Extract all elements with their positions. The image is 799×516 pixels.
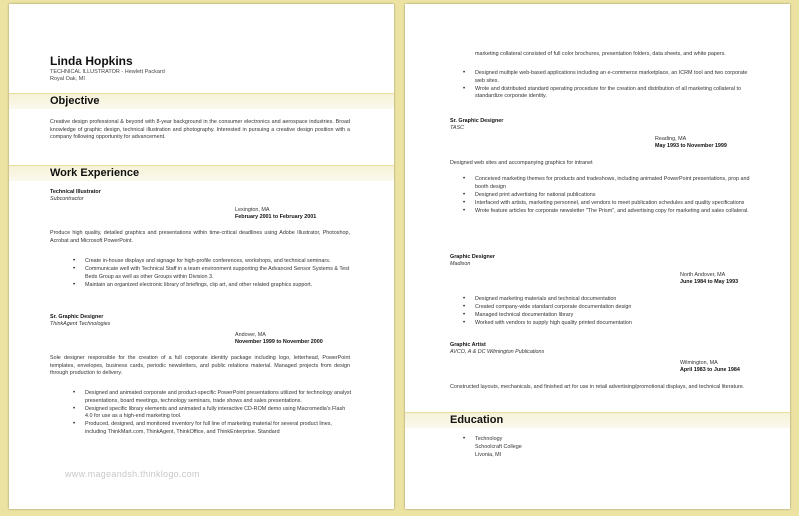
job3-summary: Designed web sites and accompanying graphics for intranet	[450, 160, 593, 166]
list-item: • Created company-wide standard corporate documentation design	[463, 304, 750, 312]
list-item: • Wrote feature articles for corporate newsletter "The Prism", and advertising copy for marketing and sales collateral.	[463, 208, 750, 216]
continued-text: marketing collateral consisted of full color brochures, presentation folders, data sheets, and white papers.	[475, 51, 726, 57]
list-item: • Worked with vendors to supply high quality printed documentation	[463, 320, 750, 328]
list-item: • Conceived marketing themes for products and tradeshows, including animated PowerPoint presentations, prop and booth design	[463, 176, 750, 191]
education-heading-bar	[405, 412, 790, 428]
job4-title: Graphic Designer	[450, 254, 495, 260]
list-item: • Designed multiple web-based applications including an e-commerce marketplace, an ICRM tool and two corporate web sites.	[463, 70, 750, 85]
list-item: • Designed and animated corporate and product-specific PowerPoint presentations utilized for technology analyst presentations, board meetings, technology seminars, trade shows and sales presentations.	[73, 390, 353, 405]
job1-company: Subcontractor	[50, 196, 84, 202]
job4-bullet-list	[463, 296, 750, 328]
list-item: • Designed marketing materials and technical documentation	[463, 296, 750, 304]
job3-bullet-list	[463, 176, 750, 216]
objective-heading-bar	[9, 93, 394, 109]
job1-dates: February 2001 to February 2001	[235, 214, 317, 220]
list-item: • Designed specific library elements and animated a fully interactive CD-ROM demo using Macromedia's Flash 4.0 for use as a high-end marketing tool.	[73, 406, 353, 421]
resume-page-1	[9, 4, 394, 509]
education-field: • Technology	[463, 436, 663, 444]
education-location: Livonia, MI	[475, 452, 502, 458]
job4-dates: June 1984 to May 1993	[680, 279, 739, 285]
list-item: • Create in-house displays and signage for high-profile conferences, workshops, and technical seminars.	[73, 258, 353, 266]
job2-location: Andover, MA	[235, 332, 266, 338]
job2-title: Sr. Graphic Designer	[50, 314, 104, 320]
candidate-title: TECHNICAL ILLUSTRATOR - Hewlett Packard	[50, 69, 165, 75]
job4-company: Madison	[450, 261, 471, 267]
job2-summary: Sole designer responsible for the creation of a full corporate identity package including logo, letterhead, PowerPoint templates, envelopes, business cards, periodic newsletters, and public relations material. Managed projects from design through production to delivery.	[50, 355, 350, 377]
job1-bullet-list	[73, 258, 353, 290]
continued-bullet-list	[463, 70, 750, 101]
list-item: • Produced, designed, and monitored inventory for full line of marketing material for several product lines, including ThinkMart.com, ThinkAgent, ThinkOffice, and ThinkEnterprise. Standard	[73, 421, 353, 436]
job1-summary: Produce high quality, detailed graphics and presentations within time-critical deadlines using Adobe Illustrator, Photoshop, Acrobat and Microsoft PowerPoint.	[50, 230, 350, 244]
list-item: • Wrote and distributed standard operating procedure for the creation and distribution of all marketing collateral to standardize corporate identity.	[463, 86, 750, 101]
list-item: • Communicate well with Technical Staff in a team environment supporting the Advanced Sensor Systems & Test Beds Group as well as other Groups within Division 3.	[73, 266, 353, 281]
job1-title: Technical Illustrator	[50, 189, 101, 195]
job3-location: Reading, MA	[655, 136, 687, 142]
education-school: Schoolcraft College	[475, 444, 522, 450]
objective-text: Creative design professional & beyond with 8-year background in the consumer electronics and aerospace industries. Broad knowledge of graphic design, technical illustration and photography. Interested in pursuing a creative design position with a company following opportunity for advancement.	[50, 119, 350, 141]
work-experience-heading: Work Experience	[50, 167, 140, 179]
job5-location: Wilmington, MA	[680, 360, 718, 366]
candidate-name: Linda Hopkins	[50, 54, 133, 68]
job1-location: Lexington, MA	[235, 207, 270, 213]
education-heading: Education	[450, 414, 504, 426]
job3-title: Sr. Graphic Designer	[450, 118, 504, 124]
job2-dates: November 1999 to November 2000	[235, 339, 323, 345]
list-item: • Interfaced with artists, marketing personnel, and vendors to meet publication schedules and quality specifications	[463, 200, 750, 208]
job5-dates: April 1983 to June 1984	[680, 367, 740, 373]
job3-company: TASC	[450, 125, 464, 131]
list-item: • Managed technical documentation library	[463, 312, 750, 320]
job2-company: ThinkAgent Technologies	[50, 321, 111, 327]
job5-summary: Constructed layouts, mechanicals, and finished art for use in retail advertising/promotional displays, and technical literature.	[450, 384, 745, 390]
resume-page-2	[405, 4, 790, 509]
job5-title: Graphic Artist	[450, 342, 486, 348]
candidate-location: Royal Oak, MI	[50, 76, 85, 82]
job3-dates: May 1993 to November 1999	[655, 143, 727, 149]
list-item: • Designed print advertising for national publications	[463, 192, 750, 200]
list-item: • Maintain an organized electronic library of briefings, clip art, and other related graphics support.	[73, 282, 353, 290]
objective-heading: Objective	[50, 95, 100, 107]
job5-company: AVCO, A & DC Wilmington Publications	[450, 349, 545, 355]
work-experience-heading-bar	[9, 165, 394, 181]
education-list	[463, 436, 663, 444]
job4-location: North Andover, MA	[680, 272, 726, 278]
watermark-text: www.mageandsh.thinklogo.com	[65, 469, 200, 479]
job2-bullet-list	[73, 390, 353, 437]
